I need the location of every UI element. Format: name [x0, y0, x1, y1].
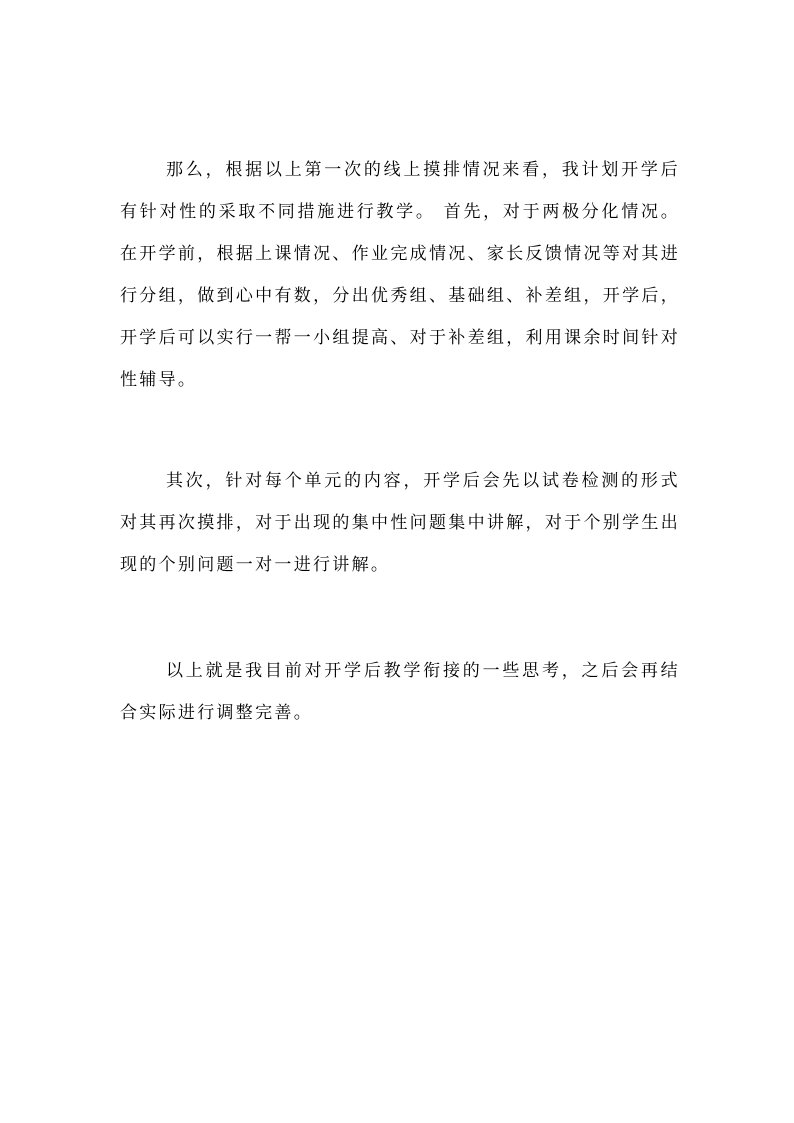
paragraph-unit-assessment: 其次，针对每个单元的内容，开学后会先以试卷检测的形式对其再次摸排，对于出现的集中性问题集中讲解，对于个别学生出现的个别问题一对一进行讲解。 — [120, 471, 680, 575]
paragraph-conclusion: 以上就是我目前对开学后教学衔接的一些思考，之后会再结合实际进行调整完善。 — [120, 661, 680, 723]
paragraph-differentiated-teaching: 那么，根据以上第一次的线上摸排情况来看，我计划开学后有针对性的采取不同措施进行教学。 首先，对于两极分化情况。在开学前，根据上课情况、作业完成情况、家长反馈情况等对其进行分组，做到心中有数，分出优秀组、基础组、补差组，开学后，开学后可以实行一帮一小组提高、对于补差组，利用课余时间针对性辅导。 — [120, 160, 680, 390]
